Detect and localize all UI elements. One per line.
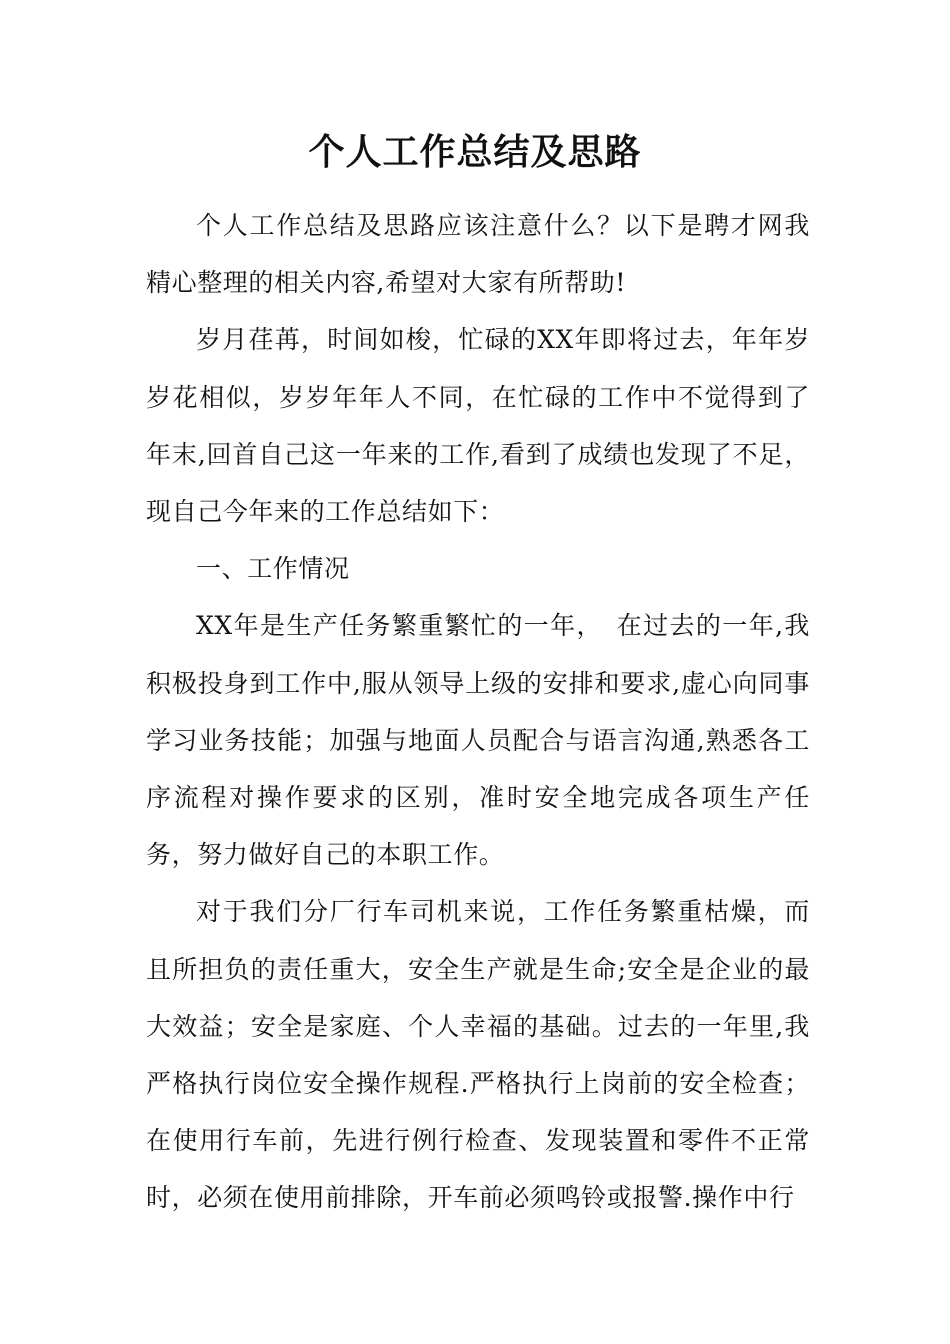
paragraph-opening: 岁月荏苒，时间如梭，忙碌的XX年即将过去，年年岁岁花相似，岁岁年年人不同，在忙碌的工作中不觉得到了年末,回首自己这一年来的工作,看到了成绩也发现了不足，现自己今年来的工作总结如下： bbox=[146, 325, 810, 527]
document-body bbox=[146, 197, 810, 1227]
document-title: 个人工作总结及思路 bbox=[308, 131, 642, 173]
section-heading-work-situation: 一、工作情况 bbox=[196, 554, 350, 584]
paragraph-work-situation: XX年是生产任务繁重繁忙的一年， 在过去的一年,我积极投身到工作中,服从领导上级的安排和要求,虚心向同事学习业务技能；加强与地面人员配合与语言沟通,熟悉各工序流程对操作要求的区别，准时安全地完成各项生产任务，努力做好自己的本职工作。 bbox=[146, 611, 810, 870]
paragraph-safety: 对于我们分厂行车司机来说，工作任务繁重枯燥，而且所担负的责任重大，安全生产就是生命;安全是企业的最大效益；安全是家庭、个人幸福的基础。过去的一年里,我严格执行岗位安全操作规程.严格执行上岗前的安全检查；在使用行车前，先进行例行检查、发现装置和零件不正常时，必须在使用前排除，开车前必须鸣铃或报警.操作中行 bbox=[146, 897, 810, 1213]
paragraph-intro: 个人工作总结及思路应该注意什么？以下是聘才网我精心整理的相关内容,希望对大家有所帮助! bbox=[146, 211, 810, 298]
